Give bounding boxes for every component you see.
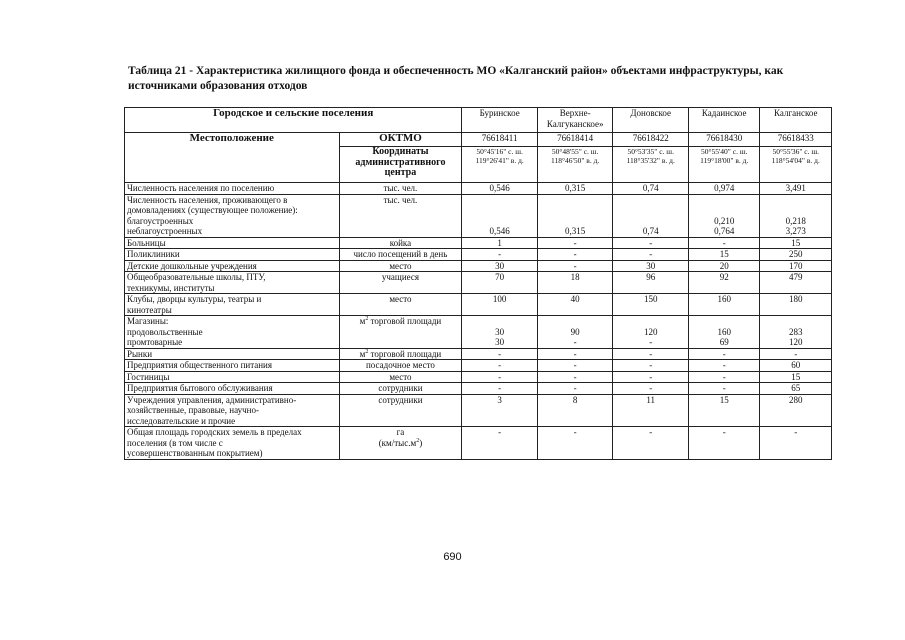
oktmo-code: 76618422 [613, 133, 689, 147]
value-cell: - [760, 348, 832, 360]
settlements-header: Городское и сельские поселения [125, 108, 462, 133]
value-cell: - [462, 427, 538, 460]
value-cell: 15 [688, 394, 760, 427]
center-coordinates: 50°53'35" с. ш. 118°35'32" в. д. [613, 147, 689, 183]
value-cell: 60 [760, 360, 832, 372]
value-cell: 90 - [537, 316, 613, 349]
value-cell: 160 69 [688, 316, 760, 349]
value-cell: 30 [613, 260, 689, 272]
table-row [125, 383, 832, 395]
unit-cell [339, 260, 462, 272]
unit-text: место [389, 260, 412, 271]
unit-secondary-text: (км/тыс.м [378, 437, 417, 448]
unit-text: тыс. чел. [383, 194, 418, 205]
table-row [125, 348, 832, 360]
table-caption: Таблица 21 - Характеристика жилищного фонда и обеспеченность МО «Калганский район» объектами инфраструктуры, как источниками образования отходов [128, 65, 784, 92]
unit-cell [339, 371, 462, 383]
value-cell: 65 [760, 383, 832, 395]
coords-header: Координаты административного центра [339, 147, 462, 183]
oktmo-code: 76618414 [537, 133, 613, 147]
unit-prefix: м [359, 316, 366, 326]
infrastructure-table [124, 107, 832, 460]
value-cell: 0,546 [462, 194, 538, 237]
value-cell: 1 [462, 237, 538, 249]
table-row [125, 316, 832, 349]
value-cell: - [688, 427, 760, 460]
value-cell: - [462, 371, 538, 383]
table-row [125, 272, 832, 294]
value-cell: 11 [613, 394, 689, 427]
oktmo-code: 76618433 [760, 133, 832, 147]
unit-cell [339, 360, 462, 372]
value-cell: 0,974 [688, 183, 760, 195]
table-row [125, 260, 832, 272]
value-cell: 18 [537, 272, 613, 294]
unit-text: тыс. чел. [383, 183, 418, 193]
value-cell: - [688, 360, 760, 372]
unit-superscript: 2 [416, 437, 420, 444]
value-cell: - [537, 249, 613, 261]
value-cell: 170 [760, 260, 832, 272]
unit-text: койка [389, 237, 412, 248]
row-label: Клубы, дворцы культуры, театры и кинотеатры [125, 294, 340, 316]
row-label: Магазины: продовольственные промтоварные [125, 316, 340, 349]
unit-secondary [342, 438, 460, 449]
center-coordinates: 50°55'40" с. ш. 119°18'00" в. д. [688, 147, 760, 183]
value-cell: - [537, 360, 613, 372]
unit-text: число посещений в день [353, 249, 448, 259]
unit-text: место [389, 371, 412, 382]
center-coordinates: 50°48'55" с. ш. 118°46'50" в. д. [537, 147, 613, 183]
row-label: Детские дошкольные учреждения [125, 260, 340, 272]
unit-cell [339, 294, 462, 316]
unit-text: торговой площади [370, 316, 442, 326]
value-cell: 3 [462, 394, 538, 427]
value-cell: 30 30 [462, 316, 538, 349]
value-cell: - [613, 348, 689, 360]
value-cell: 0,74 [613, 183, 689, 195]
unit-cell [339, 237, 462, 249]
unit-text: сотрудники [378, 383, 423, 393]
value-cell: 40 [537, 294, 613, 316]
value-cell: 0,315 [537, 194, 613, 237]
value-cell: 0,546 [462, 183, 538, 195]
value-cell: 92 [688, 272, 760, 294]
settlement-name: Верхне- Калгуканское» [537, 108, 613, 133]
settlement-name: Калганское [760, 108, 832, 133]
unit-text: сотрудники [378, 394, 423, 405]
value-cell: 0,210 0,764 [688, 194, 760, 237]
unit-superscript: 2 [365, 316, 369, 322]
value-cell: - [462, 383, 538, 395]
value-cell: - [760, 427, 832, 460]
value-cell: 283 120 [760, 316, 832, 349]
value-cell: 180 [760, 294, 832, 316]
unit-text: учащиеся [381, 272, 419, 282]
table-row [125, 183, 832, 195]
value-cell: - [688, 371, 760, 383]
row-label: Предприятия общественного питания [125, 360, 340, 372]
row-label: Численность населения по поселению [125, 183, 340, 195]
value-cell: 250 [760, 249, 832, 261]
unit-cell [339, 427, 462, 460]
unit-secondary-suffix: ) [419, 437, 423, 448]
center-coordinates: 50°55'36" с. ш. 118°54'04" в. д. [760, 147, 832, 183]
unit-cell [339, 194, 462, 237]
value-cell: - [613, 237, 689, 249]
value-cell: - [462, 360, 538, 372]
row-label: Гостиницы [125, 371, 340, 383]
header-row-oktmo [125, 133, 832, 147]
unit-superscript: 2 [365, 348, 369, 355]
value-cell: 15 [760, 371, 832, 383]
row-label: Общеобразовательные школы, ПТУ, техникумы, институты [125, 272, 340, 294]
value-cell: 280 [760, 394, 832, 427]
value-cell: 3,491 [760, 183, 832, 195]
unit-prefix: м [359, 348, 366, 359]
value-cell: - [537, 371, 613, 383]
table-row [125, 237, 832, 249]
value-cell: - [537, 237, 613, 249]
row-label: Поликлиники [125, 249, 340, 261]
value-cell: - [688, 383, 760, 395]
value-cell: - [613, 427, 689, 460]
location-header: Местоположение [125, 133, 340, 183]
table-row [125, 427, 832, 460]
value-cell: - [613, 360, 689, 372]
value-cell: - [537, 427, 613, 460]
settlement-name: Буринское [462, 108, 538, 133]
value-cell: 20 [688, 260, 760, 272]
value-cell: 0,218 3,273 [760, 194, 832, 237]
value-cell: - [613, 371, 689, 383]
row-label: Больницы [125, 237, 340, 249]
table-row [125, 194, 832, 237]
value-cell: 0,315 [537, 183, 613, 195]
table-row [125, 294, 832, 316]
value-cell: - [462, 348, 538, 360]
center-coordinates: 50°45'16" с. ш. 119°26'41" в. д. [462, 147, 538, 183]
value-cell: - [613, 249, 689, 261]
row-label: Учреждения управления, административно- хозяйственные, правовые, научно- исследовательские и прочие [125, 394, 340, 427]
table-row [125, 394, 832, 427]
oktmo-code: 76618411 [462, 133, 538, 147]
value-cell: - [462, 249, 538, 261]
settlement-name: Кадаинское [688, 108, 760, 133]
value-cell: - [688, 237, 760, 249]
value-cell: 15 [760, 237, 832, 249]
settlement-name: Доновское [613, 108, 689, 133]
header-row-settlements [125, 108, 832, 133]
unit-cell [339, 249, 462, 261]
unit-cell [339, 183, 462, 195]
unit-cell [339, 348, 462, 360]
page-number: 690 [443, 551, 462, 563]
unit-text: посадочное место [365, 360, 435, 370]
value-cell: 0,74 [613, 194, 689, 237]
table-row [125, 360, 832, 372]
oktmo-header: ОКТМО [339, 133, 462, 147]
row-label: Общая площадь городских земель в пределах поселения (в том числе с усовершенствованным покрытием) [125, 427, 340, 460]
value-cell: - [613, 383, 689, 395]
row-label: Предприятия бытового обслуживания [125, 383, 340, 395]
value-cell: 479 [760, 272, 832, 294]
value-cell: - [537, 348, 613, 360]
value-cell: 100 [462, 294, 538, 316]
value-cell: 8 [537, 394, 613, 427]
unit-cell [339, 394, 462, 427]
value-cell: 70 [462, 272, 538, 294]
unit-cell [339, 383, 462, 395]
value-cell: 120 - [613, 316, 689, 349]
value-cell: - [688, 348, 760, 360]
value-cell: - [537, 383, 613, 395]
unit-text: торговой площади [370, 348, 442, 359]
table-row [125, 249, 832, 261]
oktmo-code: 76618430 [688, 133, 760, 147]
value-cell: 15 [688, 249, 760, 261]
value-cell: 150 [613, 294, 689, 316]
value-cell: 96 [613, 272, 689, 294]
table-row [125, 371, 832, 383]
unit-cell [339, 316, 462, 349]
value-cell: 160 [688, 294, 760, 316]
row-label: Численность населения, проживающего в домовладениях (существующее положение): благоустроенных неблагоустроенных [125, 194, 340, 237]
unit-text: га [396, 427, 405, 437]
unit-text: место [389, 294, 412, 304]
unit-cell [339, 272, 462, 294]
row-label: Рынки [125, 348, 340, 360]
value-cell: - [537, 260, 613, 272]
value-cell: 30 [462, 260, 538, 272]
